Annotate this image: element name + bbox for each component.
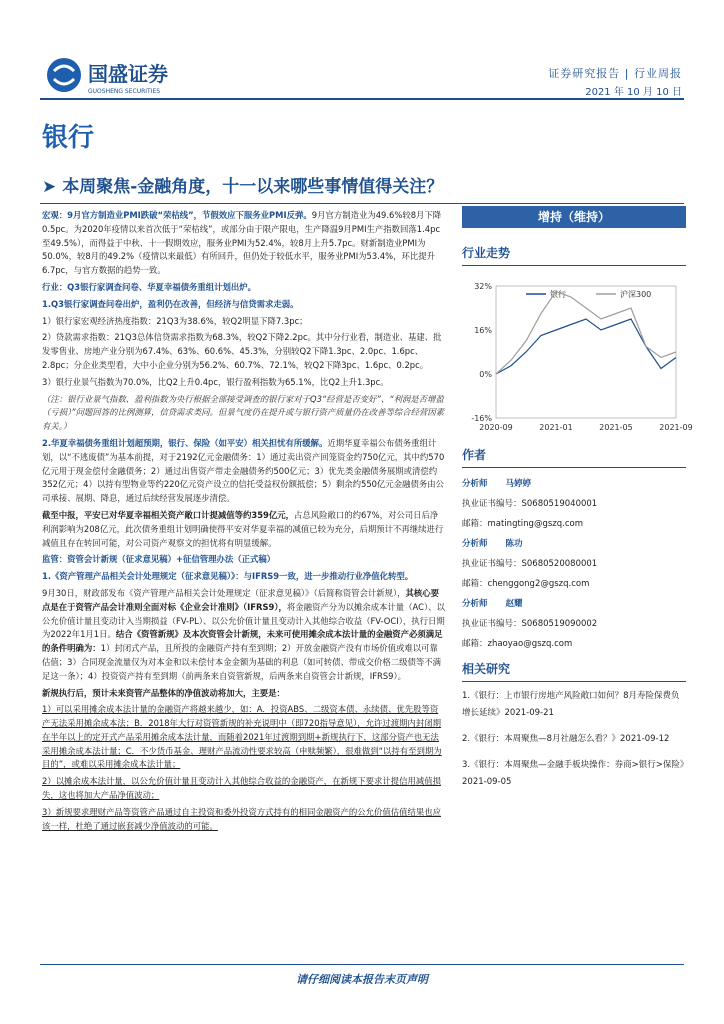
industry-heading: 行业：Q3银行家调查问卷、华夏幸福债务重组计划出炉。 <box>42 281 256 292</box>
paragraph-body: 占总风险敞口的约67%，对公司日后净利润影响为208亿元，此次债务重组计划明确使得平安对华夏幸福的减值已较为充分，后期预计不再继续进行减值且存在转回可能，对公司资产观察文的担忧将有明显缓解。 <box>42 509 444 548</box>
rating-badge: 增持（维持） <box>462 206 686 228</box>
author-role: 分析师 <box>462 599 488 609</box>
author-role: 分析师 <box>462 479 488 489</box>
paragraph <box>42 437 446 506</box>
footer-divider <box>40 964 684 965</box>
paragraph: 2）贷款需求指数：21Q3总体信贷需求指数为68.3%，较Q2下降2.2pc。其中分行业看，制造业、基建、批发零售业、房地产业分别为67.4%、63%、60.6%、45.3%，分别较Q2下降1.3pc、2.0pc、1.6pc、2.8pc；分企业类型看，大中小企业分别为56.2%、60.7%、72.1%，较Q2下降3pc、1.6pc、0.2pc。 <box>42 332 442 370</box>
paragraph <box>42 509 446 550</box>
author-email[interactable]: 邮箱：zhaoyao@gszq.com <box>462 639 573 649</box>
header-divider <box>40 98 684 100</box>
list-item: 1）可以采用摊余成本法计量的金融资产将越来越少，如：A．投资ABS、二级资本债、永续债、优先股等资产无法采用摊余成本法；B．2018年大行对资管新规的补充说明中（即720指导意见），允许过渡期内封闭期在半年以上的定开式产品采用摊余成本法计量，而随着2021年过渡期到期+新规执行下，这部分资产也无法采用摊余成本法计量；C．不少货币基金、理财产品流动性要求较高（申赎频繁），很难做到“以持有至到期为目的”，或难以采用摊余成本法计量； <box>42 704 442 770</box>
x-tick-label: 2021-09 <box>659 423 693 432</box>
list-item: 2）以摊余成本法计量，以公允价值计量且变动计入其他综合收益的金融资产，在新规下要求计提信用减值损失，这也将加大产品净值波动； <box>42 776 441 801</box>
author-role: 分析师 <box>462 539 488 549</box>
bold-lead: 其核心要点是在于资管产品会计准则全面对标《企业会计准则》（IFRS9）， <box>42 587 440 612</box>
x-tick-label: 2020-09 <box>479 423 513 432</box>
paragraph <box>42 587 446 684</box>
authors-title: 作者 <box>462 446 686 468</box>
headline <box>42 172 443 197</box>
company-logo <box>44 55 204 97</box>
note: （注：银行业景气指数、盈利指数为央行根据全部接受调查的银行家对于Q3“经营是否变好”、“利润是否增盈（亏损）”问题回答的比例测算，信贷需求类同。但景气度仍在提升或与银行资产质量仍在改善等综合经营因素有关。） <box>42 393 445 432</box>
author-role-row <box>462 534 686 554</box>
author-email[interactable]: 邮箱：chenggong2@gszq.com <box>462 579 590 589</box>
author-cert: 执业证书编号：S0680519090002 <box>462 619 598 629</box>
macro-heading: 宏观：9月官方制造业PMI跌破“荣枯线”，节假效应下服务业PMI反弹。 <box>42 210 312 220</box>
paragraph-body: 1）封闭式产品，且所投的金融资产持有至到期；2）开放金融资产没有市场价值或难以可靠估值；3）合同现金流量仅为对本金和以未偿付本金金额为基础的利息（如可转债、带成交价格二级债等不满足这一条）；4）投资资产持有至到期（前两条来自资管新规，后两条来自资管会计新规，IFRS9）。 <box>42 643 441 681</box>
bold-lead: 截至中报，平安已对华夏幸福相关资产敞口计提减值等约359亿元， <box>42 509 294 520</box>
bold-paragraph: 新规执行后，预计未来资管产品整体的净值波动将加大，主要是： <box>42 687 285 698</box>
regulation-heading: 监管：资管会计新规（征求意见稿）+征信管理办法（正式稿） <box>42 554 276 565</box>
legend-label: 银行 <box>550 290 566 299</box>
x-tick-label: 2021-05 <box>599 423 633 432</box>
y-tick-label: 0% <box>479 370 492 379</box>
company-name: 国盛证券 <box>88 62 168 86</box>
headline-text: 本周聚焦-金融角度，十一以来哪些事情值得关注？ <box>62 177 444 197</box>
author-role-row <box>462 474 686 494</box>
headline-divider <box>40 203 684 204</box>
report-type: 证券研究报告 | 行业周报 <box>548 67 682 80</box>
trend-chart <box>462 272 693 440</box>
subsection-heading: 2.华夏幸福债务重组计划超预期，银行、保险（如平安）相关担忧有所缓解。 <box>42 437 328 448</box>
sector-title: 银行 <box>42 123 95 153</box>
series-line <box>496 292 676 375</box>
paragraph: 1）银行家宏观经济热度指数：21Q3为38.6%，较Q2明显下降7.3pc； <box>42 315 308 326</box>
footer-disclaimer: 请仔细阅读本报告末页声明 <box>296 973 428 986</box>
legend-label: 沪深300 <box>620 290 652 299</box>
report-date: 2021 年 10 月 10 日 <box>585 87 682 98</box>
author-name: 陈功 <box>505 539 523 549</box>
macro-body: 9月官方制造业为49.6%较8月下降0.5pc。为2020年疫情以来首次低于“荣枯线”，或部分由于限产限电，生产降温9月PMI生产指数回落1.4pc至49.5%），而得益于中秋、十一假期效应，服务业PMI为52.4%，较8月上升5.7pc。财新制造业PMI为50.0%，较8月的49.2%（疫情以来最低）有所回升，但仍处于较低水平，服务业PMI为53.4%，环比提升6.7pc，与官方数据的趋势一致。 <box>42 210 442 276</box>
list-item: 3）新规要求理财产品等资管产品通过自主投资和委外投资方式持有的相同金融资产的公允价值估值结果也应该一样，杜绝了通过嵌套减少净值波动的可能。 <box>42 806 441 831</box>
author-role-row <box>462 594 686 614</box>
paragraph: 3）银行业景气指数为70.0%，比Q2上升0.4pc，银行盈利指数为65.1%，比Q2上升1.3pc。 <box>42 376 389 387</box>
series-line <box>496 319 676 374</box>
authors-list <box>462 474 686 654</box>
y-tick-label: -16% <box>471 414 492 423</box>
paragraph-body: 将金融资产分为以摊余成本计量（AC）、以公允价值计量且变动计入当期损益（FV-PL）、以公允价值计量且变动计入其他综合收益（FV-OCI），执行日期为2022年1月1日。 <box>42 601 445 640</box>
related-report-link[interactable]: 3.《银行：本周聚焦—金融手板块操作：券商>银行>保险》2021-09-05 <box>462 760 685 787</box>
subsection-heading: 1.《资产管理产品相关会计处理规定（征求意见稿）》：与IFRS9一致，进一步推动行业净值化转型。 <box>42 571 414 582</box>
y-tick-label: 32% <box>474 282 492 291</box>
company-name-en: GUOSHENG SECURITIES <box>88 88 161 95</box>
related-report-link[interactable]: 2.《银行：本周聚焦—8月社融怎么看？》2021-09-12 <box>462 734 670 744</box>
related-list <box>462 688 686 791</box>
paragraph <box>42 209 446 278</box>
related-title: 相关研究 <box>462 660 686 682</box>
x-tick-label: 2021-01 <box>539 423 573 432</box>
trend-chart-svg <box>462 272 693 440</box>
bold-lead: 结合《资管新规》及本次资管会计新规，未来可使用摊余成本法计量的金融资产必须满足的条件明确为： <box>42 629 443 654</box>
author-email[interactable]: 邮箱：matingting@gszq.com <box>462 519 583 529</box>
author-name: 马婷婷 <box>505 479 532 489</box>
plot-frame <box>496 286 676 418</box>
author-cert: 执业证书编号：S0680520080001 <box>462 559 598 569</box>
author-name: 赵耀 <box>505 599 523 609</box>
sidebar <box>462 206 693 800</box>
trend-title: 行业走势 <box>462 244 686 266</box>
related-report-link[interactable]: 1.《银行：上市银行房地产风险敞口如何？8月寿险保费负增长延续》2021-09-21 <box>462 691 680 718</box>
author-cert: 执业证书编号：S0680519040001 <box>462 499 598 509</box>
paragraph-body: 近期华夏幸福公布债务重组计划，以“不逃废债”为基本前提，对于2192亿元金融债务：1）通过卖出资产回笼资金约750亿元，其中约570亿元用于现金偿付金融债务；2）通过出售资产带走金融债务约500亿元；3）优先类金融债务展期或清偿约352亿元；4）以持有型物业等约220亿元资产设立的信托受益权份额抵偿；5）剩余约550亿元金融债务由公司承接、展期、降息，通过后续经营发展逐步清偿。 <box>42 437 445 504</box>
paragraph-body: 9月30日，财政部发布《资产管理产品相关会计处理规定（征求意见稿）》（后简称资管会计新规）， <box>42 587 406 598</box>
y-tick-label: 16% <box>474 326 492 335</box>
main-content <box>42 209 446 836</box>
arrow-icon: ➤ <box>42 177 57 197</box>
subsection-heading: 1.Q3银行家调查问卷出炉，盈利仍在改善，但经济与信贷需求走弱。 <box>42 298 299 309</box>
